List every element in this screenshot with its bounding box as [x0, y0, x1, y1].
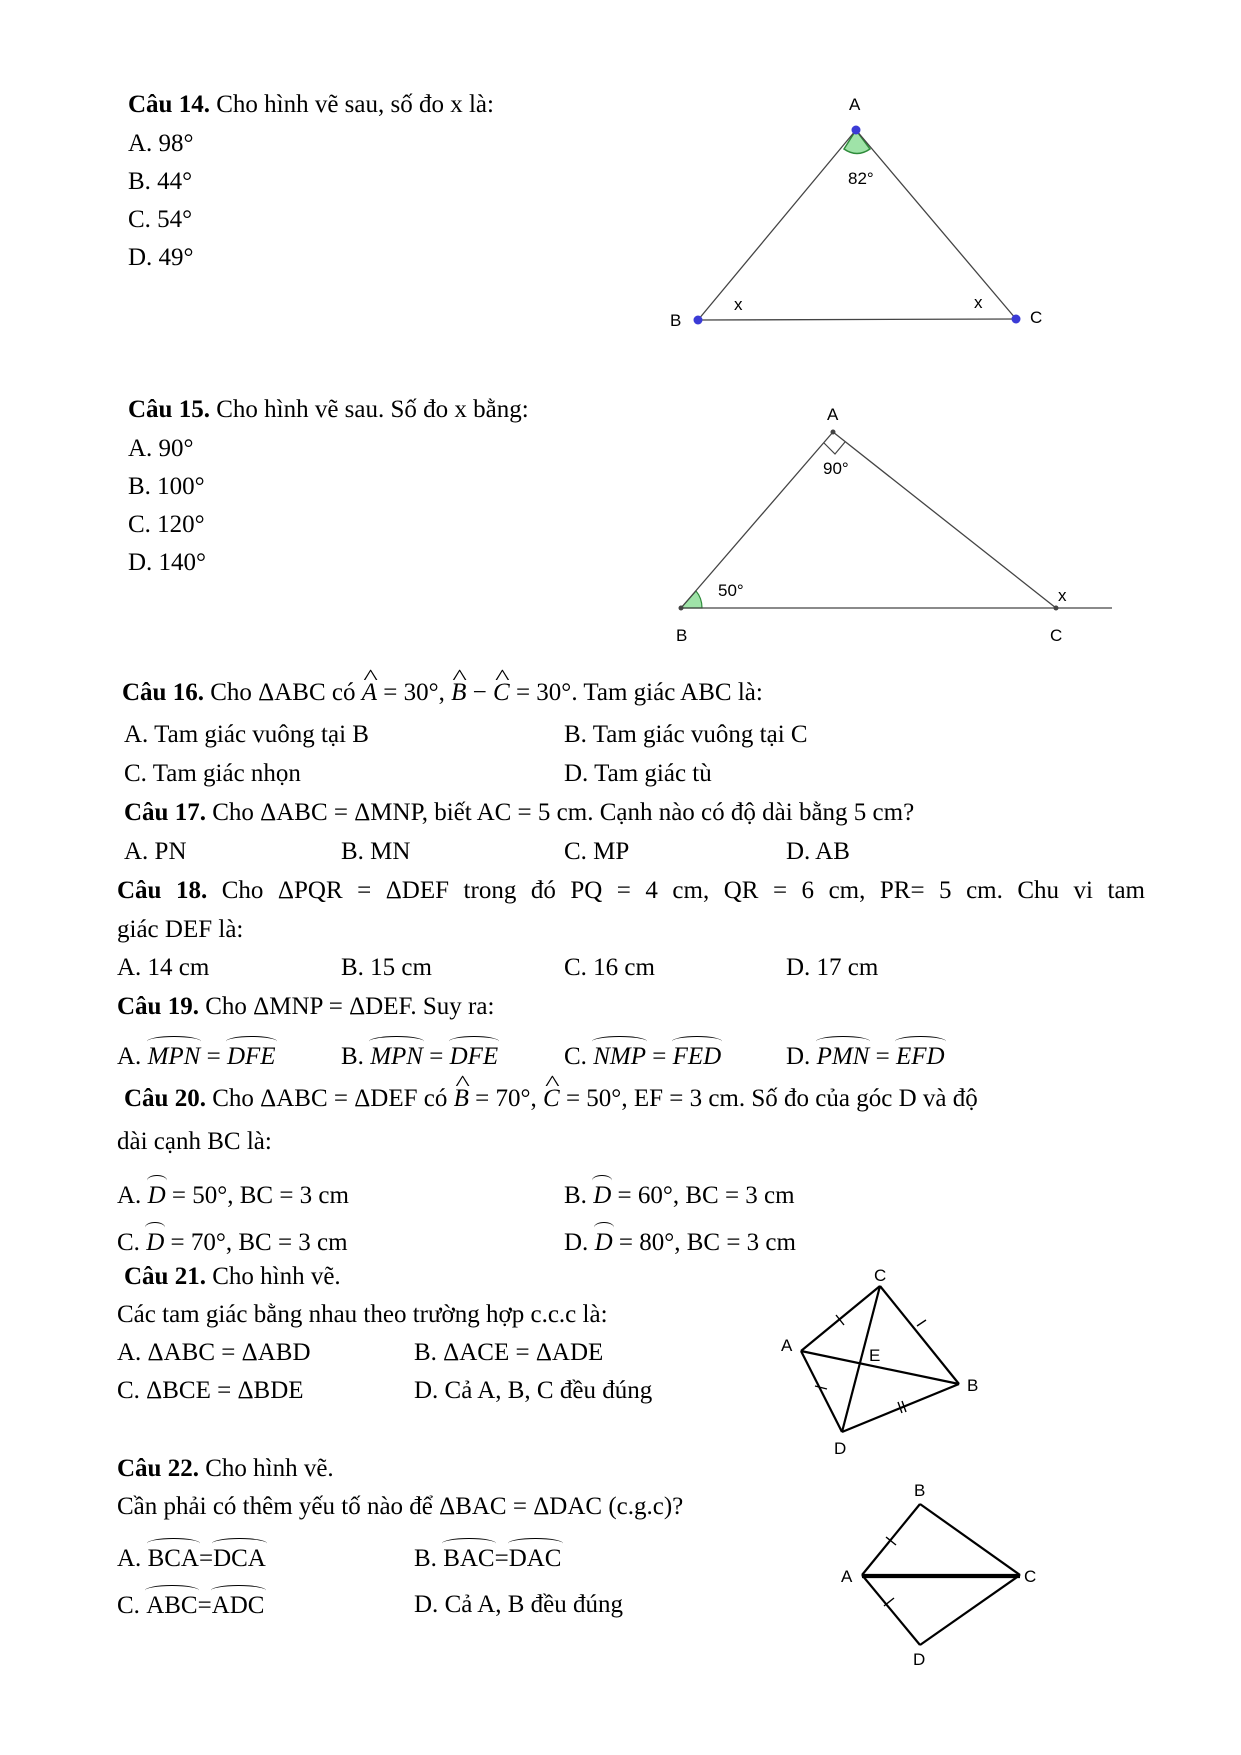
q19-option-a[interactable]: A. MPN = DFE: [117, 1036, 276, 1072]
q15-option-d[interactable]: D. 140°: [128, 549, 207, 576]
q15-label-c: C: [1050, 626, 1063, 645]
q14-stem: Câu 14. Cho hình vẽ sau, số đo x là:: [128, 91, 494, 118]
q14-x-label-b: x: [734, 295, 743, 314]
q17-stem: Câu 17. Cho ΔABC = ΔMNP, biết AC = 5 cm. Cạnh nào có độ dài bằng 5 cm?: [124, 799, 915, 826]
q20-option-b[interactable]: B. D = 60°, BC = 3 cm: [564, 1175, 795, 1211]
q15-option-a[interactable]: A. 90°: [128, 435, 194, 462]
q15-x-label: x: [1058, 586, 1067, 605]
q21-stem-line2: Các tam giác bằng nhau theo trường hợp c.c.c là:: [117, 1301, 608, 1328]
q20-option-d[interactable]: D. D = 80°, BC = 3 cm: [564, 1222, 796, 1258]
q14-option-d[interactable]: D. 49°: [128, 244, 194, 271]
q17-option-a[interactable]: A. PN: [124, 838, 187, 865]
q16-option-c[interactable]: C. Tam giác nhọn: [124, 760, 301, 787]
q16-option-a[interactable]: A. Tam giác vuông tại B: [124, 721, 369, 748]
q22-option-d[interactable]: D. Cả A, B đều đúng: [414, 1591, 624, 1618]
q21-option-c[interactable]: C. ΔBCE = ΔBDE: [117, 1377, 304, 1404]
q14-option-b[interactable]: B. 44°: [128, 168, 193, 195]
q22-label-c: C: [1024, 1567, 1037, 1586]
q20-stem-line2: dài cạnh BC là:: [117, 1128, 272, 1155]
q14-label-c: C: [1030, 308, 1043, 327]
q21-label-b: B: [967, 1376, 979, 1395]
q17-option-b[interactable]: B. MN: [341, 838, 411, 865]
q18-stem-line2: giác DEF là:: [117, 916, 244, 943]
q18-stem-line1: Câu 18. Cho ΔPQR = ΔDEF trong đó PQ = 4 cm, QR = 6 cm, PR= 5 cm. Chu vi tam: [117, 877, 1145, 904]
q16-option-d[interactable]: D. Tam giác tù: [564, 760, 712, 787]
q14-option-c[interactable]: C. 54°: [128, 206, 193, 233]
q14-label-a: A: [849, 95, 861, 114]
q22-option-c[interactable]: C. ABC=ADC: [117, 1585, 265, 1621]
q22-option-a[interactable]: A. BCA=DCA: [117, 1538, 266, 1574]
q20-option-c[interactable]: C. D = 70°, BC = 3 cm: [117, 1222, 348, 1258]
q18-option-b[interactable]: B. 15 cm: [341, 954, 432, 981]
q15-angle-b-label: 50°: [718, 581, 744, 600]
q17-option-d[interactable]: D. AB: [786, 838, 850, 865]
q22-stem: Câu 22. Cho hình vẽ.: [117, 1455, 334, 1482]
q21-label-e: E: [869, 1346, 881, 1365]
q15-angle-a-label: 90°: [823, 459, 849, 478]
q21-option-b[interactable]: B. ΔACE = ΔADE: [414, 1339, 604, 1366]
q19-stem: Câu 19. Cho ΔMNP = ΔDEF. Suy ra:: [117, 993, 495, 1020]
q18-option-c[interactable]: C. 16 cm: [564, 954, 655, 981]
q20-stem-line1: Câu 20. Cho ΔABC = ΔDEF có ^ B = 70°, ^ C = 50°, EF = 3 cm. Số đo của góc D và độ: [124, 1084, 978, 1114]
q18-option-a[interactable]: A. 14 cm: [117, 954, 210, 981]
q18-option-d[interactable]: D. 17 cm: [786, 954, 879, 981]
q15-option-b[interactable]: B. 100°: [128, 473, 205, 500]
q16-option-b[interactable]: B. Tam giác vuông tại C: [564, 721, 808, 748]
q19-option-b[interactable]: B. MPN = DFE: [341, 1036, 498, 1072]
q21-option-d[interactable]: D. Cả A, B, C đều đúng: [414, 1377, 653, 1404]
q21-label-d: D: [834, 1439, 847, 1458]
q21-stem: Câu 21. Cho hình vẽ.: [124, 1263, 341, 1290]
q17-option-c[interactable]: C. MP: [564, 838, 630, 865]
q15-stem: Câu 15. Cho hình vẽ sau. Số đo x bằng:: [128, 396, 529, 423]
q22-option-b[interactable]: B. BAC=DAC: [414, 1538, 562, 1574]
q14-x-label-c: x: [974, 293, 983, 312]
q22-stem-line2: Cần phải có thêm yếu tố nào để ΔBAC = ΔDAC (c.g.c)?: [117, 1493, 684, 1520]
q14-option-a[interactable]: A. 98°: [128, 130, 194, 157]
q14-label-b: B: [670, 311, 682, 330]
q22-label-d: D: [913, 1650, 926, 1669]
q21-label-c: C: [874, 1266, 887, 1285]
q15-option-c[interactable]: C. 120°: [128, 511, 205, 538]
q21-option-a[interactable]: A. ΔABC = ΔABD: [117, 1339, 311, 1366]
q14-angle-label: 82°: [848, 169, 874, 188]
q16-stem: Câu 16. Cho ΔABC có ^ A = 30°, ^ B − ^ C = 30°. Tam giác ABC là:: [122, 678, 763, 708]
q21-label-a: A: [781, 1336, 793, 1355]
q19-option-d[interactable]: D. PMN = EFD: [786, 1036, 945, 1072]
q19-option-c[interactable]: C. NMP = FED: [564, 1036, 721, 1072]
q15-label-b: B: [676, 626, 688, 645]
q15-label-a: A: [827, 405, 839, 424]
q20-option-a[interactable]: A. D = 50°, BC = 3 cm: [117, 1175, 349, 1211]
q22-label-b: B: [914, 1481, 926, 1500]
q22-label-a: A: [841, 1567, 853, 1586]
